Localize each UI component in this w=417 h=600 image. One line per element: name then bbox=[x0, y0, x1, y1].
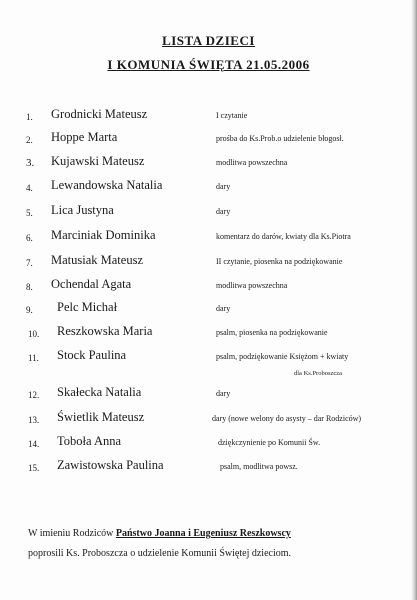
child-role: modlitwa powszechna bbox=[216, 281, 288, 290]
child-name: Świetlik Mateusz bbox=[57, 410, 145, 424]
child-name: Ochendal Agata bbox=[51, 277, 132, 291]
child-role: dary bbox=[216, 207, 231, 216]
role-continuation: dla Ks.Proboszcza bbox=[294, 370, 343, 377]
list-item bbox=[0, 434, 417, 454]
list-item bbox=[0, 300, 417, 320]
child-role: psalm, podziękowanie Księżom + kwiaty bbox=[216, 352, 349, 361]
item-number: 1. bbox=[26, 112, 33, 122]
child-name: Marciniak Dominika bbox=[51, 228, 156, 242]
child-role: dary bbox=[216, 304, 231, 313]
item-number: 11. bbox=[28, 353, 39, 363]
child-role: psalm, piosenka na podziękowanie bbox=[216, 328, 328, 337]
item-number: 12. bbox=[28, 390, 40, 400]
child-role: komentarz do darów, kwiaty dla Ks.Piotra bbox=[216, 232, 351, 241]
item-number: 15. bbox=[28, 463, 40, 473]
child-role: I czytanie bbox=[216, 111, 248, 120]
item-number: 4. bbox=[26, 183, 33, 193]
child-name: Toboła Anna bbox=[57, 434, 122, 448]
list-item bbox=[0, 385, 417, 405]
item-number: 9. bbox=[26, 305, 33, 315]
child-role: psalm, modlitwa powsz. bbox=[220, 462, 298, 471]
list-item bbox=[0, 107, 417, 127]
item-number: 3. bbox=[26, 157, 35, 169]
child-name: Zawistowska Paulina bbox=[57, 458, 164, 472]
item-number: 13. bbox=[28, 415, 40, 425]
footer-prefix: W imieniu Rodziców bbox=[28, 528, 116, 539]
child-name: Lica Justyna bbox=[51, 203, 114, 217]
list-item bbox=[0, 458, 417, 478]
list-item bbox=[0, 130, 417, 150]
item-number: 14. bbox=[28, 439, 40, 449]
list-item bbox=[0, 253, 417, 273]
item-number: 8. bbox=[26, 282, 33, 292]
child-name: Skałecka Natalia bbox=[57, 385, 142, 399]
list-item bbox=[0, 228, 417, 248]
child-role: dary bbox=[216, 182, 231, 191]
footer-line-2: poprosili Ks. Proboszcza o udzielenie Komunii Świętej dzieciom. bbox=[28, 548, 291, 559]
item-number: 10. bbox=[28, 329, 40, 339]
list-item bbox=[0, 178, 417, 198]
list-item bbox=[0, 277, 417, 297]
child-name: Kujawski Mateusz bbox=[51, 154, 145, 168]
child-role: dary (nowe welony do asysty – dar Rodziców) bbox=[212, 414, 362, 423]
child-name: Pelc Michał bbox=[57, 300, 118, 314]
list-item bbox=[0, 324, 417, 344]
title-list: LISTA DZIECI bbox=[162, 33, 255, 48]
child-role: dary bbox=[216, 389, 231, 398]
child-role: prośba do Ks.Prob.o udzielenie błogosł. bbox=[216, 134, 344, 143]
child-role: dziękczynienie po Komunii Św. bbox=[218, 438, 321, 447]
list-item bbox=[0, 203, 417, 223]
list-item bbox=[0, 348, 417, 368]
child-name: Matusiak Mateusz bbox=[51, 253, 143, 267]
list-item bbox=[0, 410, 417, 430]
child-name: Lewandowska Natalia bbox=[51, 178, 163, 192]
title-communion-date: I KOMUNIA ŚWIĘTA 21.05.2006 bbox=[107, 57, 310, 72]
footer-line-1 bbox=[28, 528, 291, 539]
child-name: Reszkowska Maria bbox=[57, 324, 153, 338]
child-name: Grodnicki Mateusz bbox=[51, 107, 148, 121]
item-number: 7. bbox=[26, 258, 33, 268]
item-number: 5. bbox=[26, 208, 33, 218]
child-role: II czytanie, piosenka na podziękowanie bbox=[216, 257, 343, 266]
list-item bbox=[0, 154, 417, 174]
item-number: 2. bbox=[26, 135, 33, 145]
child-role: modlitwa powszechna bbox=[216, 158, 288, 167]
parents-names: Państwo Joanna i Eugeniusz Reszkowscy bbox=[115, 528, 291, 539]
item-number: 6. bbox=[26, 233, 33, 243]
child-name: Stock Paulina bbox=[57, 348, 127, 362]
child-name: Hoppe Marta bbox=[51, 130, 118, 144]
